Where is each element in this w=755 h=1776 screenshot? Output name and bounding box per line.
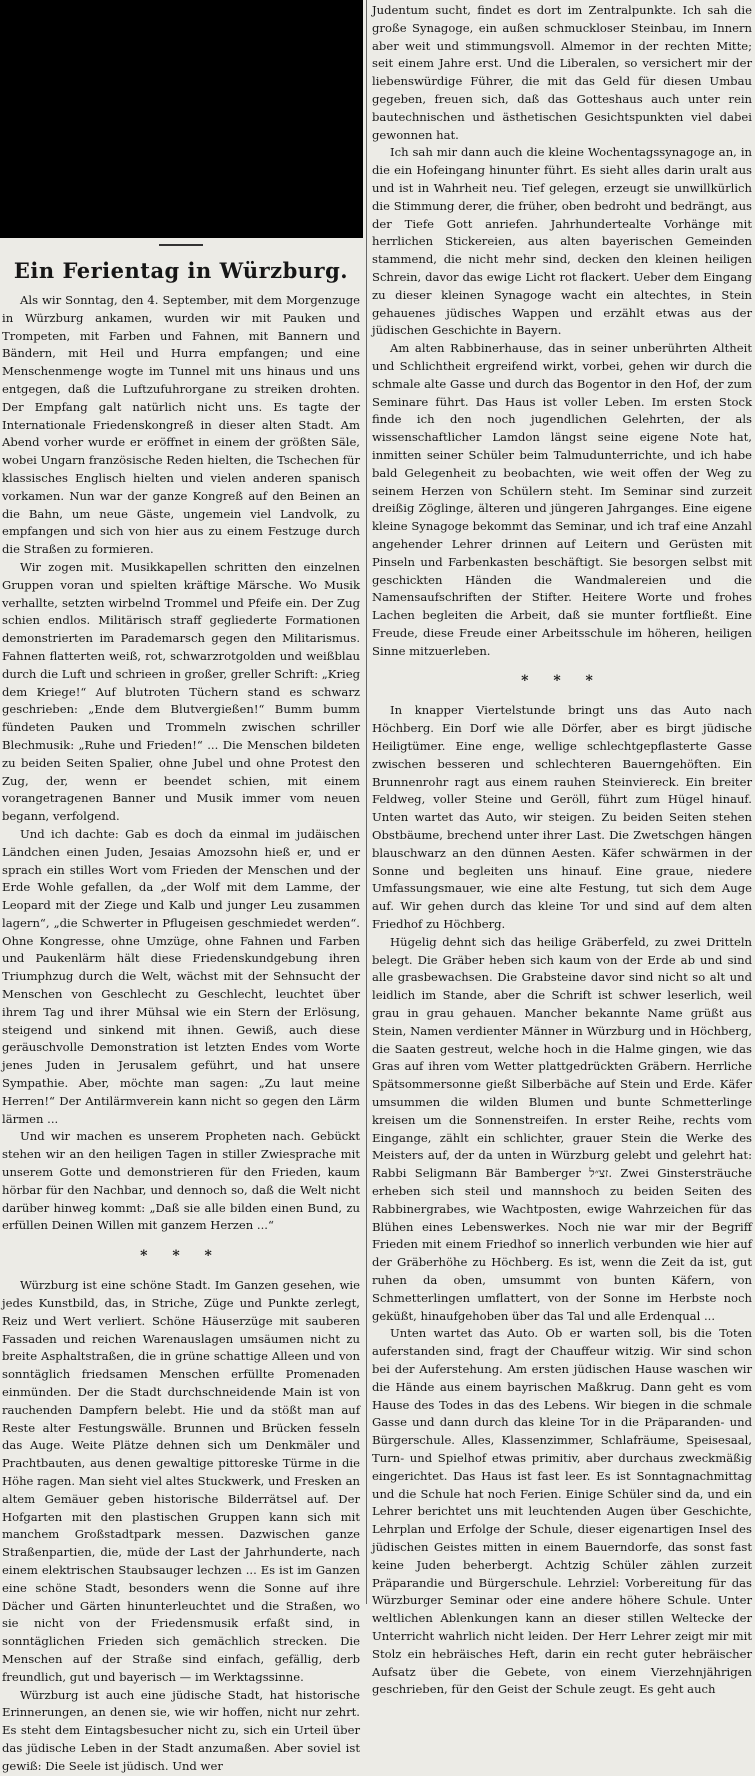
paragraph: Und ich dachte: Gab es doch da einmal im judäischen Ländchen einen Juden, Jesaias Amozsohn hieß er, und er sprach ein stilles Wort vom Frieden der Menschen und der Erde Wohle gefallen, da „der Wolf mit dem Lamme, der Leopard mit der Ziege und Kalb und junger Leu zusammen lagern“, „die Schwerter in Pflugeisen geschmiedet werden“. Ohne Kongresse, ohne Umzüge, ohne Fahnen und Farben und Paukenlärm hält diese Friedenskundgebung ihren Triumphzug durch die Welt, wächst mit der Sehnsucht der Menschen von Geschlecht zu Geschlecht, leuchtet über ihrem Tag und ihrer Mühsal wie ein Stern der Erlösung, steigend und sinkend mit ihnen. Gewiß, auch diese geräuschvolle Demonstration ist letzten Endes vom Worte jenes Juden in Jerusalem geführt, und hat unsere Sympathie. Aber, möchte man sagen: „Zu laut meine Herren!“ Der Antilärmverein kann nicht so gegen den Lärm lärmen ... bbox=[2, 826, 360, 1126]
paragraph: Wir zogen mit. Musikkapellen schritten den einzelnen Gruppen voran und spielten kräftige Märsche. Wo Musik verhallte, setzten wirbelnd Trommel und Pfeife ein. Der Zug schien endlos. Militärisch straff gegliederte Formationen demonstrierten im Parademarsch gegen den Militarismus. Fahnen flatterten weiß, rot, schwarzrotgolden und weißblau durch die Luft und schrieen in großer, greller Schrift: „Krieg dem Kriege!“ Auf blutroten Tüchern stand es schwarz geschrieben: „Ende dem Blutvergießen!“ Bumm bumm fündeten Pauken und Trommeln zwischen schriller Blechmusik: „Ruhe und Frieden!“ ... Die Menschen bildeten zu beiden Seiten Spalier, ohne Jubel und ohne Protest den Zug, der, wenn er beendet schien, mit einem vorangetragenen Banner und Musik immer vom neuen begann, verfolgend. bbox=[2, 559, 360, 824]
paragraph: Hügelig dehnt sich das heilige Gräberfeld, zu zwei Dritteln belegt. Die Gräber heben sich kaum von der Erde ab und sind alle grasbewachsen. Die Grabsteine davor sind nicht so alt und leidlich im Stande, aber die Schrift ist schwer leserlich, weil grau in grau gehauen. Mancher bekannte Name grüßt aus Stein, Namen verdienter Männer in Würzburg und in Höchberg, die Saaten gestreut, welche hoch in die Halme gingen, wie das Gras auf ihren vom Wetter plattgedrückten Gräbern. Herrliche Spätsommersonne gießt Silberbäche auf Stein und Erde. Käfer umsummen die wilden Blumen und bunte Schmetterlinge kreisen um die Sonnenstreifen. In erster Reihe, rechts vom Eingange, zählt ein schlichter, grauer Stein die Werke des Meisters auf, der da unten in Würzburg gelebt und gelehrt hat: Rabbi Seligmann Bär Bamberger זצ״ל. Zwei Ginstersträuche erheben sich steil und mannshoch zu beiden Seiten des Rabbinergrabes, wie Wachtposten, ewige Wahrzeichen für das Blühen eines Lebenswerkes. Noch nie war mir der Begriff Frieden mit einem Friedhof so innerlich verbunden wie hier auf der Gräberhöhe zu Höchberg. Es ist, wenn die Zeit da ist, gut ruhen da oben, umsummt von bunten Käfern, von Schmetterlingen umflattert, von der Sonne im Herbste noch geküßt, hinaufgehoben über das Tal und alle Erdenqual ... bbox=[372, 934, 753, 1323]
paragraph: Unten wartet das Auto. Ob er warten soll, bis die Toten auferstanden sind, fragt der Chauffeur witzig. Wir sind schon bei der Auferstehung. Am ersten jüdischen Hause waschen wir die Hände aus einem bayrischen Maßkrug. Dann geht es vom Hause des Todes in das des Lebens. Wir biegen in die schmale Gasse und dann durch das kleine Tor in die Präparanden- und Bürgerschule. Alles, Klassenzimmer, Schlafräume, Speisesaal, Turn- und Spielhof etwas primitiv, aber durchaus zweckmäßig eingerichtet. Das Haus ist fast leer. Es ist Sonntagnachmittag und die Schule hat noch Ferien. Einige Schüler sind da, und ein Lehrer berichtet uns mit leuchtenden Augen über Geschichte, Lehrplan und Erfolge der Schule, dieser eigenartigen Insel des jüdischen Geistes mitten in einem Bauerndorfe, das sonst fast keine Juden beherbergt. Achtzig Schüler zählen zurzeit Präparandie und Bürgerschule. Lehrziel: Vorbereitung für das Würzburger Seminar oder eine andere höhere Schule. Unter weltlichen Ablenkungen kann an dieser stillen Weltecke der Unterricht wahrlich nicht leiden. Der Herr Lehrer zeigt mir mit Stolz ein hebräisches Heft, darin ein recht guter hebräischer Aufsatz über die Gebete, von einem Vierzehnjährigen geschrieben, für den Geist der Schule zeugt. Es geht auch bbox=[372, 1326, 752, 1697]
paragraph: Am alten Rabbinerhause, das in seiner unberührten Altheit und Schlichtheit ergreifend wirkt, vorbei, gehen wir durch die schmale alte Gasse und durch das Bogentor in den Hof, der zum Seminare führt. Das Haus ist voller Leben. Im ersten Stock finde ich den noch jugendlichen Gelehrten, der als wissenschaftlicher Lamdon längst seine eigene Note hat, inmitten seiner Schüler beim Talmudunterrichte, und ich habe bald Gelegenheit zu beobachten, wie weit offen der Weg zu seinem Herzen von Schülern steht. Im Seminar sind zurzeit dreißig Zöglinge, älteren und jüngeren Jahrganges. Eine eigene kleine Synagoge bekommt das Seminar, und ich traf eine Anzahl angehender Lehrer drinnen auf Leitern und Gerüsten mit Pinseln und Farbenkasten beschäftigt. Sie besorgen selbst mit geschickten Händen die Wandmalereien und die Namensaufschriften der Stifter. Heitere Worte und frohes Lachen begleiten die Arbeit, daß sie munter fortfließt. Eine Freude, diese Freude einer Arbeitsschule im höheren, heiligen Sinne mitzuerleben. bbox=[372, 341, 752, 658]
paragraph: In knapper Viertelstunde bringt uns das Auto nach Höchberg. Ein Dorf wie alle Dörfer, aber es birgt jüdische Heiligtümer. Eine enge, wellige schlechtgepflasterte Gasse zwischen besseren und schlechteren Bauerngehöften. Ein Brunnenrohr ragt aus einem rauhen Steinviereck. Ein breiter Feldweg, voller Steine und Geröll, führt zum Hügel hinauf. Unten wartet das Auto, wir steigen. Zu beiden Seiten stehen Obstbäume, brechend unter ihrer Last. Die Zwetschgen hängen blauschwarz an den dünnen Aesten. Käfer schwärmen in der Sonne und begleiten uns hinauf. Eine graue, niedere Umfassungsmauer, wie eine alte Festung, tut sich dem Auge auf. Wir gehen durch das kleine Tor und sind auf dem alten Friedhof zu Höchberg. bbox=[372, 703, 752, 932]
column-divider bbox=[366, 0, 367, 1604]
article-headline: Ein Ferientag in Würzburg. bbox=[13, 258, 349, 283]
paragraph: Würzburg ist eine schöne Stadt. Im Ganzen gesehen, wie jedes Kunstbild, das, in Striche, Züge und Punkte zerlegt, Reiz und Wert verliert. Schöne Häuserzüge mit sauberen Fassaden und reichen Warenauslagen umsäumen nicht zu breite Asphaltstraßen, die in grüne schattige Alleen und von sonntäglich friedsamen Menschen erfüllte Promenaden einmünden. Der die Stadt durchschneidende Main ist von rauchenden Dampfern belebt. Hie und da stößt man auf Reste alter Festungswälle. Brunnen und Brücken fesseln das Auge. Weite Plätze dehnen sich um Denkmäler und Prachtbauten, aus denen gewaltige pittoreske Türme in die Höhe ragen. Man sieht viel altes Stuckwerk, und Fresken an altem Gemäuer geben historische Bilderrätsel auf. Der Hofgarten mit den plastischen Gruppen kann sich mit manchem Großstadtpark messen. Dazwischen ganze Straßenpartien, die, müde der Last der Jahrhunderte, nach einem elektrischen Staubsauger lechzen ... Es ist im Ganzen eine schöne Stadt, besonders wenn die Sonne auf ihre Dächer und Gärten hinunterleuchtet und die Straßen, wo sie nicht von der Friedensmusik erfaßt sind, in sonntäglichen Frieden sich gemächlich strecken. Die Menschen auf der Straße sind einfach, gefällig, derb freundlich, gut und bayerisch — im Werktagssinne. bbox=[2, 1278, 360, 1684]
right-column bbox=[372, 2, 753, 1697]
paragraph: Würzburg ist auch eine jüdische Stadt, hat historische Erinnerungen, an denen sie, wie wir hoffen, nicht nur zehrt. Es steht dem Eintagsbesucher nicht zu, sich ein Urteil über das jüdische Leben in der Stadt anzumaßen. Aber soviel ist gewiß: Die Seele ist jüdisch. Und wer bbox=[2, 1687, 360, 1773]
section-separator: * * * bbox=[140, 1248, 222, 1265]
paragraph: Ich sah mir dann auch die kleine Wochentagssynagoge an, in die ein Hofeingang hinunter führt. Es sieht alles darin uralt aus und ist in Wahrheit neu. Tief gelegen, erzeugt sie unwillkürlich die Stimmung derer, die früher, oben bedroht und bedrängt, aus der Tiefe Gott anriefen. Jahrhundertealte Vorhänge mit herrlichen Stickereien, aus alten bayerischen Gemeinden stammend, die nicht mehr sind, decken den kleinen heiligen Schrein, davor das ewige Licht rot flackert. Ueber dem Eingang zu dieser kleinen Synagoge wacht ein altechtes, in Stein gehauenes jüdisches Wappen und erzählt etwas aus der jüdischen Geschichte in Bayern. bbox=[372, 145, 752, 338]
headline-rule bbox=[159, 244, 203, 246]
left-column bbox=[2, 244, 360, 1773]
paragraph: Und wir machen es unserem Propheten nach. Gebückt stehen wir an den heiligen Tagen in stiller Zwiesprache mit unserem Gotte und demonstrieren für den Frieden, kaum hörbar für den Nachbar, und dennoch so, daß die Welt nicht darüber hinweg kommt: „Daß sie alle bilden einen Bund, zu erfüllen Deinen Willen mit ganzem Herzen ...“ bbox=[2, 1129, 360, 1233]
paragraph: Judentum sucht, findet es dort im Zentralpunkte. Ich sah die große Synagoge, ein außen schmuckloser Steinbau, im Innern aber weit und stimmungsvoll. Almemor in der rechten Mitte; seit einem Jahre erst. Und die Liberalen, so versichert mir der liebenswürdige Führer, die mit das Geld für diesen Umbau gegeben, freuen sich, daß das Gotteshaus auch unter rein bautechnischen und ästhetischen Gesichtspunkten viel dabei gewonnen hat. bbox=[372, 3, 752, 142]
paragraph: Als wir Sonntag, den 4. September, mit dem Morgenzuge in Würzburg ankamen, wurden wir mit Pauken und Trompeten, mit Farben und Fahnen, mit Bannern und Bändern, mit Heil und Hurra empfangen; und eine Menschenmenge wogte im Tunnel mit uns hinaus und uns entgegen, daß die Luftzufuhrorgane zu streiken drohten. Der Empfang galt natürlich nicht uns. Es tagte der Internationale Friedenskongreß in dieser alten Stadt. Am Abend vorher wurde er eröffnet in einem der größten Säle, wobei Ungarn französische Reden hielten, die Tschechen für klassisches Englisch hielten und vielen anderen spanisch vorkamen. Nun war der ganze Kongreß auf den Beinen an die Bahn, um neue Gäste, ungemein viel Landvolk, zu empfangen und sich von hier aus zu einem Festzuge durch die Straßen zu formieren. bbox=[2, 293, 360, 557]
section-separator: * * * bbox=[521, 673, 603, 690]
black-redaction-block bbox=[0, 0, 363, 238]
